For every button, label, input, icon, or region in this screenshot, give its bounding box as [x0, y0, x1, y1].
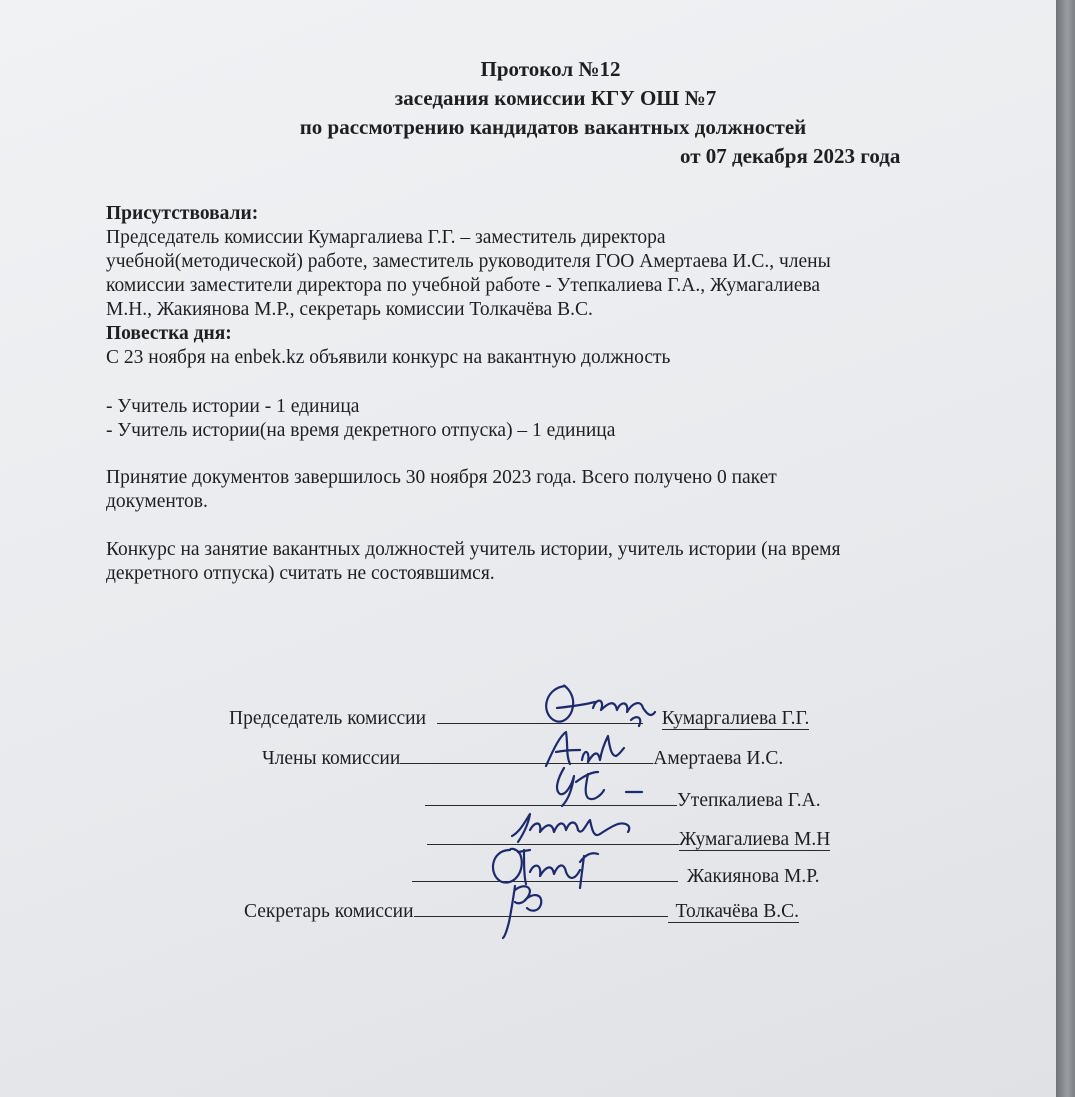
- chair-name: Кумаргалиева Г.Г.: [661, 708, 810, 729]
- agenda-intro: С 23 ноября на enbek.kz объявили конкурс на вакантную должность: [106, 347, 671, 368]
- spacer: [106, 370, 986, 395]
- member-name: Жумагалиева М.Н: [679, 829, 831, 850]
- signature-row-member: [427, 826, 830, 852]
- member-name: Амертаева И.С.: [653, 748, 784, 769]
- signature-line: [414, 898, 668, 917]
- member-name: Жакиянова М.Р.: [686, 866, 820, 887]
- signature-row-member: [425, 787, 821, 813]
- agenda-item: - Учитель истории - 1 единица: [106, 396, 360, 417]
- conclusion-line: Конкурс на занятие вакантных должностей учитель истории, учитель истории (на время: [106, 539, 841, 560]
- document-body: [106, 202, 986, 586]
- agenda-heading: Повестка дня:: [106, 323, 232, 344]
- signature-row-secretary: [244, 898, 799, 924]
- present-heading: Присутствовали:: [106, 203, 259, 224]
- protocol-title: Протокол №12: [480, 57, 621, 81]
- signature-row-chair: [229, 705, 809, 731]
- spacer: [106, 514, 986, 538]
- signature-line: [400, 745, 653, 764]
- signature-row-member: [262, 745, 783, 771]
- page-edge-shadow: [1056, 0, 1075, 1097]
- meeting-purpose: по рассмотрению кандидатов вакантных должностей: [299, 115, 807, 139]
- signature-row-member: [412, 863, 820, 889]
- present-line: учебной(методической) работе, заместитель руководителя ГОО Амертаева И.С., члены: [106, 251, 831, 272]
- signature-line: [437, 705, 643, 724]
- member-name: Утепкалиева Г.А.: [677, 790, 821, 811]
- documents-line: документов.: [106, 491, 208, 512]
- conclusion-line: декретного отпуска) считать не состоявшимся.: [106, 563, 495, 584]
- signature-line: [425, 787, 677, 806]
- documents-line: Принятие документов завершилось 30 ноября 2023 года. Всего получено 0 пакет: [106, 467, 777, 488]
- present-line: комиссии заместители директора по учебной работе - Утепкалиева Г.А., Жумагалиева: [106, 275, 821, 296]
- signature-line: [427, 826, 679, 845]
- meeting-subtitle: заседания комиссии КГУ ОШ №7: [394, 86, 717, 110]
- document-header: [0, 55, 1056, 171]
- secretary-name: Толкачёва В.С.: [668, 901, 799, 923]
- spacer: [106, 443, 986, 466]
- secretary-label: Секретарь комиссии: [244, 901, 414, 922]
- present-line: М.Н., Жакиянова М.Р., секретарь комиссии Толкачёва В.С.: [106, 299, 593, 320]
- present-line: Председатель комиссии Кумаргалиева Г.Г. – заместитель директора: [106, 227, 666, 248]
- chair-label: Председатель комиссии: [229, 708, 427, 729]
- protocol-date: от 07 декабря 2023 года: [680, 144, 901, 168]
- members-label: Члены комиссии: [262, 748, 401, 769]
- agenda-item: - Учитель истории(на время декретного отпуска) – 1 единица: [106, 420, 616, 441]
- signature-line: [412, 863, 678, 882]
